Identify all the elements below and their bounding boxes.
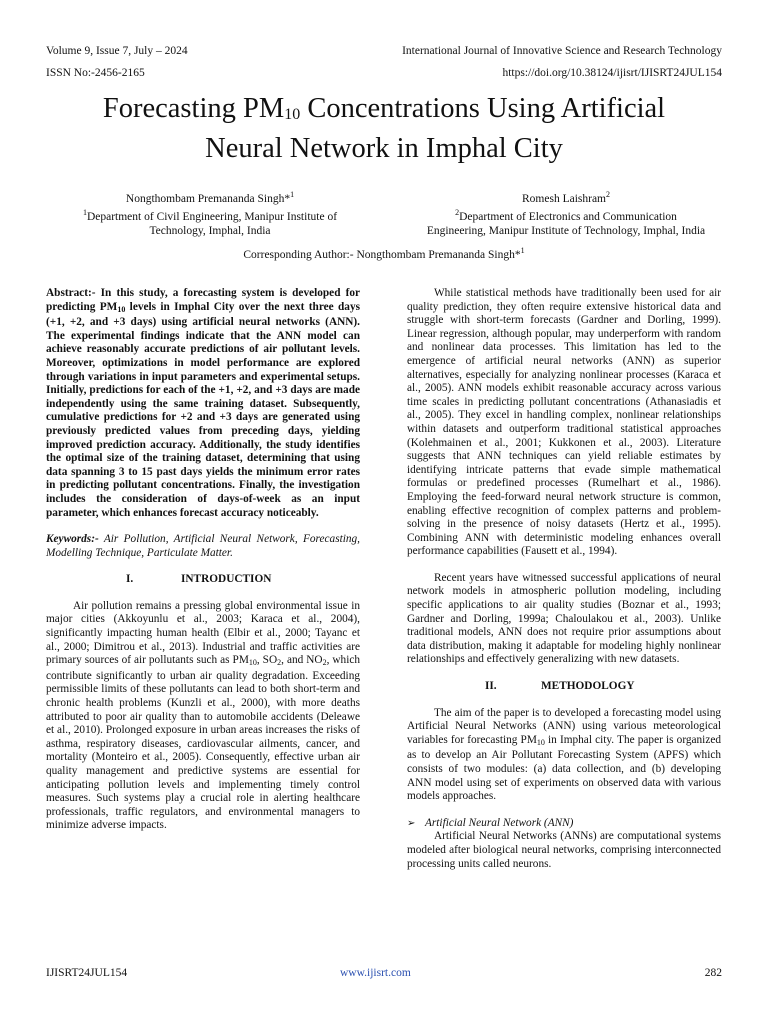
intro-text-a: Air pollution remains a pressing global environmental issue in major cities (Akkoyunlu et al., 2003; Karaca et al., 2004), significantly impacting human health (Elbir et al., 2000; Tayanc et al., 2000; Dimitrou et al., 2013). Industrial and traffic activities are primary sources of air pollutants such as PM bbox=[46, 599, 360, 667]
paper-title bbox=[40, 92, 728, 166]
keywords-label: Keywords:- bbox=[46, 533, 99, 546]
affiliation-2-line1: Department of Electronics and Communication bbox=[459, 210, 677, 223]
section-number: II. bbox=[485, 680, 497, 693]
abstract-text-1: In this study, a forecasting system is developed for predicting PM bbox=[46, 287, 360, 313]
abstract-text-2: levels in Imphal City over the next three days (+1, +2, and +3 days) using artificial neural networks (ANN). The experimental findings indicate that the ANN model can achieve reasonably accurate predictions of air pollutant levels. Moreover, optimizations in model performance are explored through variations in input parameters and experimental setups. Initially, predictions for each of the +1, +2, and +3 days are made independently using the same training dataset. Subsequently, cumulative predictions for +2 and +3 days are generated using previously predicted values from preceding days, yielding improved prediction accuracy. Additionally, the study identifies the optimal size of the training dataset, determining that using data spanning 3 to 15 past days yields the minimum error rates in predicting pollutant concentrations. Finally, the investigation includes the consideration of days-of-week as an input parameter, which enhances forecast accuracy noticeably. bbox=[46, 300, 360, 519]
footer-website-link[interactable]: www.ijisrt.com bbox=[340, 967, 411, 979]
left-column bbox=[46, 287, 360, 833]
intro-paragraph bbox=[46, 600, 360, 833]
affiliation-1-line1: Department of Civil Engineering, Manipur Institute of bbox=[86, 210, 338, 223]
so-subscript: 2 bbox=[277, 658, 282, 668]
title-part1: Forecasting PM bbox=[102, 93, 285, 124]
section-heading-methodology bbox=[407, 680, 721, 694]
title-subscript: 10 bbox=[284, 106, 301, 123]
ann-paragraph: Artificial Neural Networks (ANNs) are computational systems modeled after biological neural networks, comprising interconnected processing units called neurons. bbox=[407, 830, 721, 870]
author-name-1: Nongthombam Premananda Singh* bbox=[125, 192, 291, 205]
corresponding-text: Corresponding Author:- Nongthombam Premananda Singh* bbox=[243, 248, 521, 261]
title-part2: Concentrations Using Artificial bbox=[300, 93, 666, 124]
method-text-a: The aim of the paper is to developed a forecasting model using Artificial Neural Networks (ANN) using various meteorological variables for forecasting PM bbox=[407, 706, 721, 746]
author-block-1 bbox=[60, 188, 360, 238]
right-column bbox=[407, 287, 721, 871]
arrow-bullet-icon: ➢ bbox=[407, 817, 416, 829]
corresponding-author bbox=[40, 244, 728, 262]
section-title: INTRODUCTION bbox=[181, 573, 272, 586]
section-heading-introduction bbox=[46, 573, 360, 587]
journal-volume: Volume 9, Issue 7, July – 2024 bbox=[46, 45, 188, 57]
keywords-text: Air Pollution, Artificial Neural Network, Forecasting, Modelling Technique, Particulate Matter. bbox=[46, 533, 360, 559]
page-number: 282 bbox=[704, 967, 722, 979]
abstract-label: Abstract:- bbox=[46, 287, 96, 299]
intro-text-c: , and NO bbox=[281, 654, 323, 667]
subsection-ann bbox=[407, 817, 721, 831]
pm-subscript: 10 bbox=[536, 737, 545, 747]
intro-text-b: , SO bbox=[256, 654, 278, 667]
section-title: METHODOLOGY bbox=[541, 680, 635, 693]
footer-paper-id: IJISRT24JUL154 bbox=[46, 967, 128, 979]
affiliation-1-line2: Technology, Imphal, India bbox=[149, 224, 271, 237]
corresponding-sup: 1 bbox=[520, 246, 525, 255]
no-subscript: 2 bbox=[322, 658, 327, 668]
title-line2: Neural Network in Imphal City bbox=[205, 133, 563, 164]
abstract bbox=[46, 287, 360, 520]
section-number: I. bbox=[126, 573, 134, 586]
affiliation-2-line2: Engineering, Manipur Institute of Technology, Imphal, India bbox=[426, 224, 706, 237]
affiliation-sup-2: 2 bbox=[455, 207, 460, 217]
abstract-subscript: 10 bbox=[117, 304, 126, 314]
doi-link[interactable]: https://doi.org/10.38124/ijisrt/IJISRT24JUL154 bbox=[502, 67, 722, 79]
methodology-paragraph bbox=[407, 707, 721, 804]
author-sup-2: 2 bbox=[606, 190, 610, 199]
journal-name: International Journal of Innovative Science and Research Technology bbox=[402, 45, 722, 57]
author-block-2 bbox=[398, 188, 734, 238]
issn: ISSN No:-2456-2165 bbox=[46, 67, 145, 79]
subsection-title: Artificial Neural Network (ANN) bbox=[425, 816, 574, 829]
method-text-b: in Imphal city. The paper is organized as to develop an Air Pollutant Forecasting System (APFS) which consists of two modules: (a) data collection, and (b) developing ANN model using set of experiments on observed data with various models approaches. bbox=[407, 733, 721, 803]
affiliation-sup-1: 1 bbox=[82, 207, 87, 217]
pm-subscript: 10 bbox=[248, 658, 257, 668]
keywords bbox=[46, 533, 360, 560]
right-paragraph-2: Recent years have witnessed successful applications of neural network models in atmospheric pollution modeling, including specific applications to air quality studies (Boznar et al., 1993; Gardner and Dorling, 1999a; Chaloulakou et al., 2003). Unlike traditional models, ANN does not require prior assumptions about data distribution, making it adaptable for modeling highly nonlinear relationships and effectively generalizing with new datasets. bbox=[407, 571, 721, 666]
author-sup-1: 1 bbox=[290, 190, 295, 199]
right-paragraph-1: While statistical methods have traditionally been used for air quality prediction, they often require extensive historical data and struggle with short-term forecasts (Gardner and Dorling, 1999). Linear regression, although popular, may underperform with random and nonlinear data processes. This limitation has led to the emergence of artificial neural networks (ANN) as superior alternatives, especially for analyzing nonlinear processes (Karaca et al., 2005). ANN models exhibit reasonable accuracy across various time scales in predicting pollutant concentrations (Athanasiadis et al., 2005). They excel in handling complex, nonlinear relationships within datasets and outperform traditional statistical approaches (Kolehmainen et al., 2001; Kukkonen et al., 2003). Literature suggests that ANN techniques can yield reliable estimates by identifying intricate patterns that evade simple mathematical formulas or predefined processes (Rumelhart et al., 1986). Employing the feed-forward neural network structure is common, enabling effective recognition of complex patterns and problem-solving in the presence of noisy datasets (Hertz et al., 1995). Combining ANN with deterministic modeling enhances overall performance capabilities (Fausett et al., 1994). bbox=[407, 287, 721, 558]
author-name-2: Romesh Laishram bbox=[522, 192, 606, 205]
intro-text-d: , which contribute significantly to urban air quality degradation. Exceeding permissible limits of these pollutants can lead to both short-term and chronic health problems (Kunzli et al., 2000), with more deaths attributed to poor air quality than to automobile accidents (Deleawe et al., 2010). Prolonged exposure in urban areas increases the risks of asthma, respiratory diseases, cardiovascular ailments, cancer, and mortality (Monteiro et al., 2005). Consequently, effective urban air quality management and predictive systems are essential for anticipating pollution levels and implementing timely control measures. Such systems play a crucial role in alerting healthcare professionals, traffic regulators, and environmental managers to minimize adverse impacts. bbox=[46, 654, 360, 832]
